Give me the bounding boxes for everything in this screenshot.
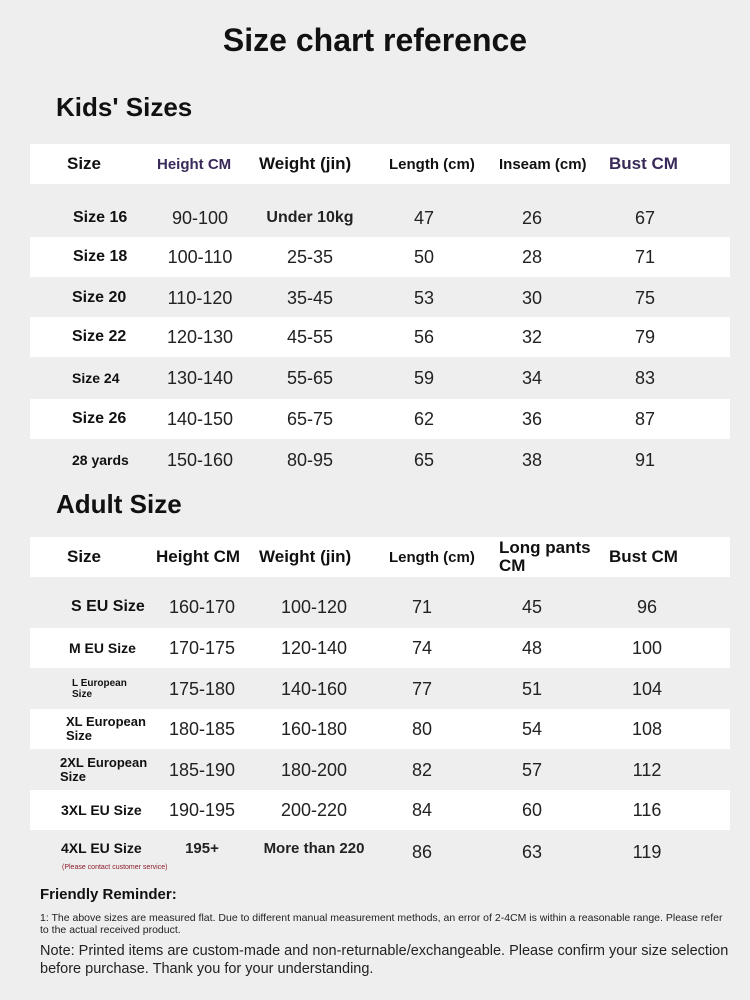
reminder-line-2: Note: Printed items are custom-made and non-returnable/exchangeable. Please confirm your size selection before purchase. Thank you for your understanding. — [40, 943, 729, 977]
size-cell: L European Size — [72, 678, 127, 700]
length-cell: 71 — [411, 596, 433, 617]
weight-cell: 180-200 — [280, 759, 348, 780]
long-pants-cell: 54 — [521, 718, 543, 739]
height-cell: 160-170 — [168, 596, 236, 617]
bust-cell: 87 — [634, 408, 656, 429]
table-row — [30, 628, 730, 668]
col-length: Length (cm) — [389, 548, 475, 566]
table-row — [30, 237, 730, 277]
col-size: Size — [67, 154, 102, 173]
inseam-cell: 26 — [521, 207, 543, 228]
length-cell: 80 — [411, 718, 433, 739]
length-cell: 65 — [413, 449, 435, 470]
col-bust: Bust CM — [609, 154, 678, 173]
bust-cell: 83 — [634, 367, 656, 388]
table-row — [30, 669, 730, 709]
bust-cell: 67 — [634, 207, 656, 228]
height-cell: 185-190 — [168, 759, 236, 780]
height-cell: 180-185 — [168, 718, 236, 739]
height-cell: 110-120 — [167, 287, 233, 308]
height-cell: 170-175 — [168, 637, 236, 658]
height-cell: 175-180 — [168, 678, 236, 699]
weight-cell: 120-140 — [280, 637, 348, 658]
bust-cell: 116 — [632, 799, 662, 820]
col-inseam: Inseam (cm) — [499, 155, 587, 173]
bust-cell: 91 — [634, 449, 656, 470]
weight-cell: 200-220 — [280, 799, 348, 820]
length-cell: 84 — [411, 799, 433, 820]
length-cell: 53 — [413, 287, 435, 308]
weight-cell: 140-160 — [280, 678, 348, 699]
col-bust: Bust CM — [609, 547, 678, 566]
weight-cell: 55-65 — [286, 367, 334, 388]
reminder-title: Friendly Reminder: — [40, 886, 177, 903]
bust-cell: 104 — [631, 678, 663, 699]
weight-cell: 35-45 — [286, 287, 334, 308]
size-cell: 28 yards — [72, 452, 129, 468]
col-long-pants: Long pants CM — [499, 538, 591, 575]
weight-cell: 25-35 — [286, 246, 334, 267]
contact-note: (Please contact customer service) — [62, 864, 168, 871]
length-cell: 77 — [411, 678, 433, 699]
bust-cell: 100 — [631, 637, 663, 658]
length-cell: 86 — [411, 841, 433, 862]
bust-cell: 71 — [634, 246, 656, 267]
height-cell: 150-160 — [166, 449, 234, 470]
table-row — [30, 440, 730, 480]
weight-cell: 80-95 — [286, 449, 334, 470]
col-weight: Weight (jin) — [259, 547, 352, 566]
size-cell: XL European Size — [66, 714, 146, 743]
table-row — [30, 278, 730, 318]
weight-cell: Under 10kg — [266, 209, 354, 226]
inseam-cell: 36 — [521, 408, 543, 429]
adult-header-row — [30, 537, 730, 577]
long-pants-cell: 60 — [521, 799, 543, 820]
col-height: Height CM — [156, 547, 241, 566]
bust-cell: 108 — [631, 718, 663, 739]
height-cell: 130-140 — [166, 367, 234, 388]
bust-cell: 79 — [634, 326, 656, 347]
size-cell: Size 16 — [73, 209, 128, 226]
size-cell: Size 18 — [73, 248, 128, 265]
long-pants-cell: 48 — [521, 637, 543, 658]
inseam-cell: 38 — [521, 449, 543, 470]
bust-cell: 96 — [636, 596, 658, 617]
length-cell: 47 — [413, 207, 435, 228]
height-cell: 100-110 — [167, 246, 233, 267]
height-cell: 190-195 — [168, 799, 236, 820]
weight-cell: 45-55 — [286, 326, 334, 347]
height-cell: 90-100 — [171, 207, 229, 228]
size-cell: 4XL EU Size — [61, 840, 142, 856]
adult-section-title: Adult Size — [56, 489, 182, 519]
table-row — [30, 790, 730, 830]
bust-cell: 75 — [634, 287, 656, 308]
table-row — [30, 317, 730, 357]
size-cell: Size 20 — [72, 289, 127, 306]
table-row — [30, 399, 730, 439]
long-pants-cell: 63 — [521, 841, 543, 862]
col-weight: Weight (jin) — [259, 154, 352, 173]
height-cell: 140-150 — [166, 408, 234, 429]
height-cell: 195+ — [185, 839, 219, 857]
length-cell: 74 — [411, 637, 433, 658]
long-pants-cell: 45 — [521, 596, 543, 617]
inseam-cell: 28 — [521, 246, 543, 267]
length-cell: 62 — [413, 408, 435, 429]
length-cell: 59 — [413, 367, 435, 388]
length-cell: 56 — [413, 326, 435, 347]
size-cell: 2XL European Size — [60, 755, 148, 784]
bust-cell: 112 — [632, 759, 662, 780]
size-cell: Size 22 — [72, 328, 127, 345]
length-cell: 50 — [413, 246, 435, 267]
weight-cell: More than 220 — [263, 839, 365, 857]
size-cell: M EU Size — [69, 640, 136, 656]
inseam-cell: 32 — [521, 326, 543, 347]
table-row — [30, 709, 730, 749]
weight-cell: 65-75 — [286, 408, 334, 429]
page-title: Size chart reference — [222, 22, 528, 58]
size-cell: Size 26 — [72, 410, 127, 427]
table-row — [30, 198, 730, 238]
inseam-cell: 34 — [521, 367, 543, 388]
table-row — [30, 358, 730, 398]
height-cell: 120-130 — [166, 326, 234, 347]
kids-section-title: Kids' Sizes — [56, 92, 193, 122]
reminder-line-1: 1: The above sizes are measured flat. Due to different manual measurement methods, an error of 2-4CM is within a reasonable range. Please refer to the actual received product. — [40, 912, 723, 936]
col-size: Size — [67, 547, 102, 566]
kids-header-row — [30, 144, 730, 184]
length-cell: 82 — [411, 759, 433, 780]
table-row — [30, 587, 730, 627]
size-cell: 3XL EU Size — [61, 802, 142, 818]
size-cell: S EU Size — [71, 598, 145, 615]
col-length: Length (cm) — [389, 155, 475, 173]
size-cell: Size 24 — [72, 370, 120, 386]
inseam-cell: 30 — [521, 287, 543, 308]
long-pants-cell: 57 — [521, 759, 543, 780]
weight-cell: 160-180 — [280, 718, 348, 739]
bust-cell: 119 — [632, 841, 662, 862]
weight-cell: 100-120 — [280, 596, 348, 617]
long-pants-cell: 51 — [521, 678, 543, 699]
col-height: Height CM — [157, 155, 232, 173]
table-row — [30, 750, 730, 790]
